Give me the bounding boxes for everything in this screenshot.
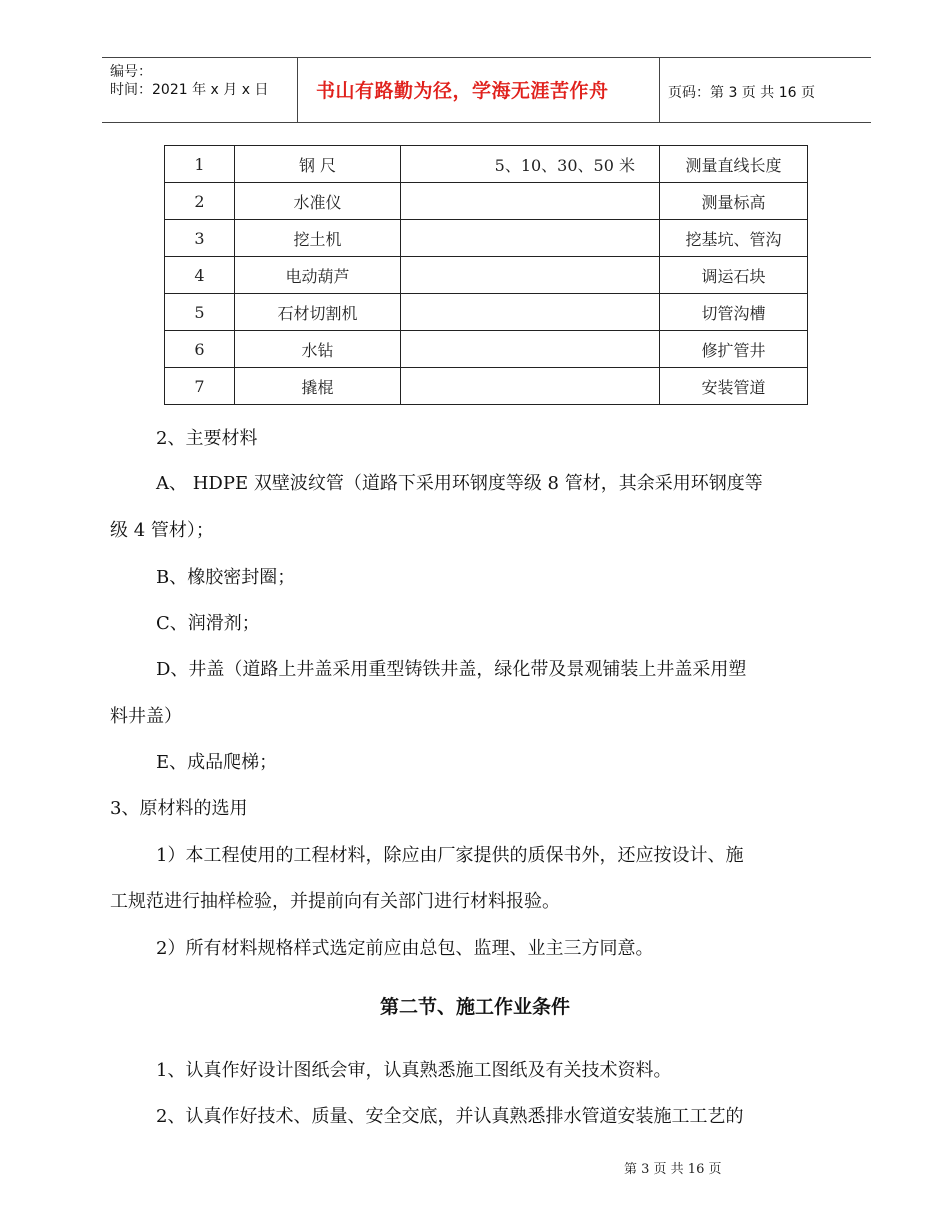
- page-footer: 第 3 页 共 16 页: [624, 1162, 722, 1177]
- tool-name: 挖土机: [235, 220, 401, 257]
- tool-spec: [401, 294, 660, 331]
- row-number: 6: [165, 331, 235, 368]
- table-row: [165, 294, 808, 331]
- section-main-materials: 2、主要材料: [156, 428, 258, 449]
- tool-use: 挖基坑、管沟: [660, 220, 808, 257]
- table-row: [165, 368, 808, 405]
- table-row: [165, 220, 808, 257]
- material-d-line1: D、井盖（道路上井盖采用重型铸铁井盖，绿化带及景观铺装上井盖采用塑: [156, 659, 747, 680]
- header-slogan: 书山有路勤为径，学海无涯苦作舟: [316, 80, 609, 102]
- tool-use: 调运石块: [660, 257, 808, 294]
- material-d-line2: 料井盖）: [110, 706, 182, 727]
- section-raw-materials: 3、原材料的选用: [110, 798, 248, 819]
- tool-name: 水准仪: [235, 183, 401, 220]
- condition-item2: 2、认真作好技术、质量、安全交底，并认真熟悉排水管道安装施工工艺的: [156, 1106, 744, 1127]
- header-number-label: 编号：: [110, 64, 152, 80]
- table-row: [165, 331, 808, 368]
- header-divider-left: [297, 57, 298, 122]
- row-number: 3: [165, 220, 235, 257]
- table-row: [165, 183, 808, 220]
- tool-name: 水钻: [235, 331, 401, 368]
- tool-use: 测量标高: [660, 183, 808, 220]
- section-heading: 第二节、施工作业条件: [379, 996, 570, 1018]
- material-b: B、橡胶密封圈；: [156, 567, 296, 588]
- tool-spec: 5、10、30、50 米: [401, 146, 660, 183]
- table-row: [165, 257, 808, 294]
- header-time-label: 时间：2021 年 x 月 x 日: [110, 82, 269, 98]
- tool-use: 测量直线长度: [660, 146, 808, 183]
- row-number: 1: [165, 146, 235, 183]
- material-e: E、成品爬梯；: [156, 752, 278, 773]
- tool-name: 钢 尺: [235, 146, 401, 183]
- header-top-rule: [102, 57, 871, 58]
- raw-material-item1-line1: 1）本工程使用的工程材料，除应由厂家提供的质保书外，还应按设计、施: [156, 845, 744, 866]
- tool-spec: [401, 257, 660, 294]
- tool-use: 切管沟槽: [660, 294, 808, 331]
- tool-use: 安装管道: [660, 368, 808, 405]
- raw-material-item2: 2）所有材料规格样式选定前应由总包、监理、业主三方同意。: [156, 938, 654, 959]
- row-number: 4: [165, 257, 235, 294]
- tool-spec: [401, 183, 660, 220]
- row-number: 5: [165, 294, 235, 331]
- table-row: [165, 146, 808, 183]
- header-bottom-rule: [102, 122, 871, 123]
- tool-name: 电动葫芦: [235, 257, 401, 294]
- tool-spec: [401, 331, 660, 368]
- condition-item1: 1、认真作好设计图纸会审，认真熟悉施工图纸及有关技术资料。: [156, 1060, 672, 1081]
- row-number: 2: [165, 183, 235, 220]
- material-a-line2: 级 4 管材）；: [110, 520, 214, 541]
- tool-use: 修扩管井: [660, 331, 808, 368]
- header-divider-right: [659, 57, 660, 122]
- tool-name: 石材切割机: [235, 294, 401, 331]
- tool-name: 撬棍: [235, 368, 401, 405]
- raw-material-item1-line2: 工规范进行抽样检验，并提前向有关部门进行材料报验。: [110, 891, 560, 912]
- material-c: C、润滑剂；: [156, 613, 260, 634]
- header-page-info: 页码：第 3 页 共 16 页: [668, 85, 815, 101]
- material-a-line1: A、 HDPE 双壁波纹管（道路下采用环钢度等级 8 管材，其余采用环钢度等: [156, 473, 763, 494]
- tool-spec: [401, 220, 660, 257]
- row-number: 7: [165, 368, 235, 405]
- tools-table: [164, 145, 808, 405]
- tool-spec: [401, 368, 660, 405]
